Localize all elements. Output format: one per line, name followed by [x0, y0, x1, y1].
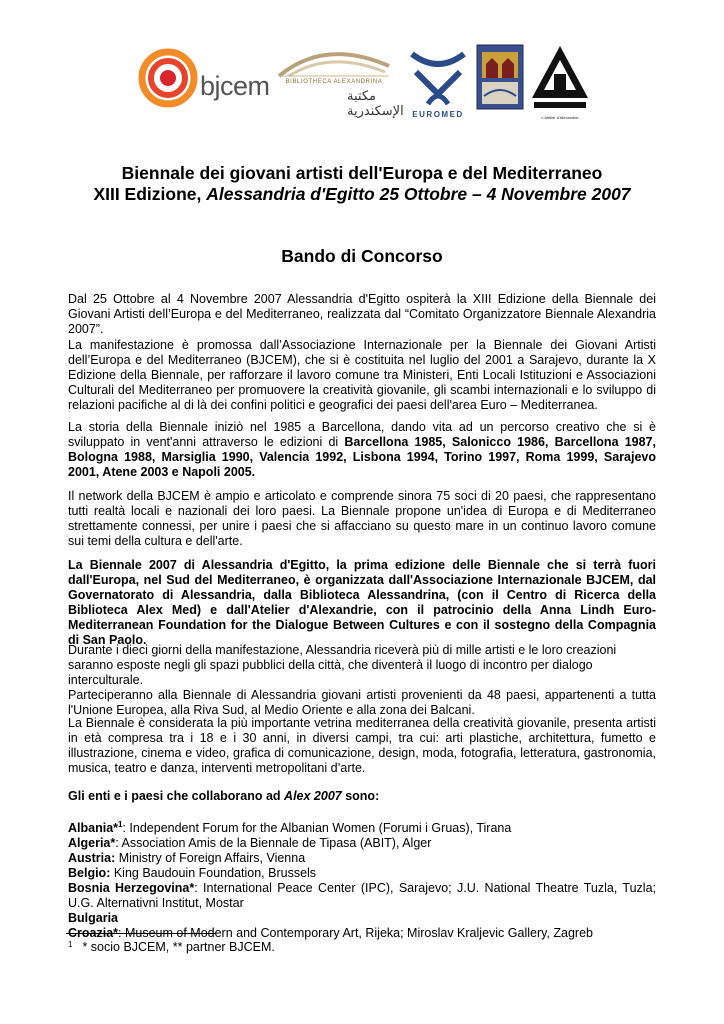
paragraph-participation-text-b: Parteciperanno alla Biennale di Alessandria giovani artisti provenienti da 48 paesi, appartenenti a tutta l'Unione Europea, alla Riva Sud, al Medio Oriente e alla zona dei Balcani. [68, 688, 656, 717]
paragraph-network [68, 489, 656, 549]
logo-strip [130, 40, 590, 120]
bjcem-swirl-icon [138, 48, 198, 108]
history-editions: Barcellona 1985, Salonicco 1986, Barcellona 1987, Bologna 1988, Marsiglia 1990, Valencia 1992, Lisbona 1994, Torino 1997, Roma 1999, Sarajevo 2001, Atene 2003 e Napoli 2005. [68, 435, 656, 479]
paragraph-promotion [68, 338, 656, 413]
separator: : [118, 926, 125, 941]
atelier-pyramid-icon [530, 44, 590, 110]
country-partners: Ministry of Foreign Affairs, Vienna [118, 851, 306, 866]
partners-heading-text: Gli enti e i paesi che collaborano ad [68, 789, 285, 803]
paragraph-intro-text: Dal 25 Ottobre al 4 Novembre 2007 Alessandria d'Egitto ospiterà la XIII Edizione della Biennale dei Giovani Artisti dell’Europa e del Mediterraneo, realizzata dal “Comitato Organizzatore Biennale Alexandria 2007”. [68, 292, 656, 336]
edition-place-date: Alessandria d'Egitto 25 Ottobre – 4 Novembre 2007 [206, 184, 631, 204]
partners-list [68, 817, 656, 941]
bibliotheca-logo [275, 44, 404, 119]
bibliotheca-arc-icon [275, 44, 393, 78]
paragraph-promotion-text: La manifestazione è promossa dall’Associazione Internazionale per la Biennale dei Giovani Artisti dell’Europa e del Mediterraneo (BJCEM), che si è costituita nel luglio del 2001 a Sarajevo, durante la X Edizione della Biennale, per rafforzare il lavoro comune tra Ministeri, Enti Locali Istituzioni e Associazioni Culturali del Mediterraneo per promuovere la creatività giovanile, gli scambi internazionali e lo sviluppo di relazioni pacifiche al di là dei confini politici e geografici dei paesi dell'area Euro – Mediterranea. [68, 338, 656, 412]
list-item [68, 881, 656, 911]
country-partners: International Peace Center (IPC), Sarajevo; J.U. National Theatre Tuzla, Tuzla; U.G. Alternativni Institut, Mostar [68, 881, 656, 911]
atelier-label: L'Atelier d'Alexandrie [541, 115, 579, 120]
footnote-mark: 1 [68, 940, 73, 949]
country-name: Belgio: [68, 866, 111, 881]
country-name: Albania* [68, 821, 119, 836]
bibliotheca-arabic-label: مكتبة الإسكندرية [347, 89, 404, 119]
title-line-1: Biennale dei giovani artisti dell'Europa e del Mediterraneo [121, 163, 603, 183]
list-item [68, 911, 656, 926]
euromed-label: EUROMED [412, 110, 464, 119]
paragraph-history [68, 420, 656, 480]
country-name: Bulgaria [68, 911, 119, 926]
footnote [68, 940, 275, 954]
country-partners: Association Amis de la Biennale de Tipasa (ABIT), Alger [121, 836, 432, 851]
bjcem-logo [138, 48, 278, 113]
euromed-logo [402, 50, 474, 122]
atelier-logo [530, 44, 590, 122]
country-name: Austria: [68, 851, 116, 866]
alexandria-governorate-crest [476, 44, 524, 110]
country-name: Croazia* [68, 926, 119, 941]
partners-heading-event: Alex 2007 [284, 789, 342, 803]
bjcem-wordmark: bjcem [200, 71, 270, 101]
list-item [68, 817, 656, 836]
country-name: Bosnia Herzegovina* [68, 881, 195, 896]
history-text: La storia della Biennale iniziò nel 1985 a Barcellona, dando vita ad un percorso creativo che si è sviluppato in vent'anni attraverso le edizioni di [68, 420, 656, 449]
partners-heading [68, 789, 656, 804]
country-partners: King Baudouin Foundation, Brussels [113, 866, 317, 881]
paragraph-showcase [68, 716, 656, 776]
paragraph-organisation-text: La Biennale 2007 di Alessandria d'Egitto, la prima edizione delle Biennale che si terrà fuori dall'Europa, nel Sud del Mediterraneo, è organizzata dall'Associazione Internazionale BJCEM, dal Governatorato di Alessandria, dalla Biblioteca Alessandrina, (con il Centro di Ricerca della Biblioteca Alex Med) e dall'Atelier d'Alexandrie, con il patrocinio della Anna Lindh Euro-Mediterranean Foundation for the Dialogue Between Cultures e con il sostegno della Compagnia di San Paolo. [68, 558, 656, 647]
footnote-text: * socio BJCEM, ** partner BJCEM. [82, 940, 275, 954]
footnote-ref: 1 [118, 820, 123, 829]
paragraph-showcase-text: La Biennale è considerata la più importante vetrina mediterranea della creatività giovanile, presenta artisti in età compresa tra i 18 e i 30 anni, in diversi campi, tra cui: arti plastiche, architettura, fumetto e illustrazione, cinema e video, grafica di comunicazione, design, moda, fotografia, letteratura, gastronomia, musica, teatro e danza, interventi metropolitani d’arte. [68, 716, 656, 775]
paragraph-network-text: Il network della BJCEM è ampio e articolato e comprende sinora 75 soci di 20 paesi, che rappresentano tutti realtà locali e nazionali dei loro paesi. La Biennale propone un'idea di Europa e di Mediterraneo strettamente connessi, per unire i paesi che si affacciano su questo mare in un continuo lavoro comune sui temi della cultura e dell'arte. [68, 489, 656, 548]
crest-icon [476, 44, 524, 110]
separator: : [122, 821, 130, 836]
page-title [0, 163, 724, 205]
partners-heading-suffix: sono: [341, 789, 380, 803]
country-partners: Independent Forum for the Albanian Women (Forumi i Gruas), Tirana [129, 821, 512, 836]
paragraph-participation-text-a: Durante i dieci giorni della manifestazione, Alessandria riceverà più di mille artisti e le loro creazioni saranno esposte negli gli spazi pubblici della città, che diventerà il luogo di incontro per dialogo interculturale. [68, 643, 617, 687]
country-name: Algeria* [68, 836, 116, 851]
separator: : [194, 881, 204, 896]
bibliotheca-label: BIBLIOTHECA ALEXANDRINA [285, 79, 383, 85]
separator: : [115, 836, 122, 851]
list-item [68, 851, 656, 866]
paragraph-history-text [68, 420, 656, 480]
title-line-2 [0, 184, 724, 205]
edition-label: XIII Edizione, [93, 184, 207, 204]
paragraph-intro [68, 292, 656, 337]
paragraph-participation [68, 643, 656, 718]
paragraph-organisation [68, 558, 656, 648]
bando-heading: Bando di Concorso [281, 246, 443, 266]
country-partners: Museum of Modern and Contemporary Art, Rijeka; Miroslav Kraljevic Gallery, Zagreb [124, 926, 593, 941]
footnote-divider [66, 933, 216, 934]
list-item [68, 866, 656, 881]
euromed-emblem-icon [402, 50, 474, 106]
list-item [68, 836, 656, 851]
